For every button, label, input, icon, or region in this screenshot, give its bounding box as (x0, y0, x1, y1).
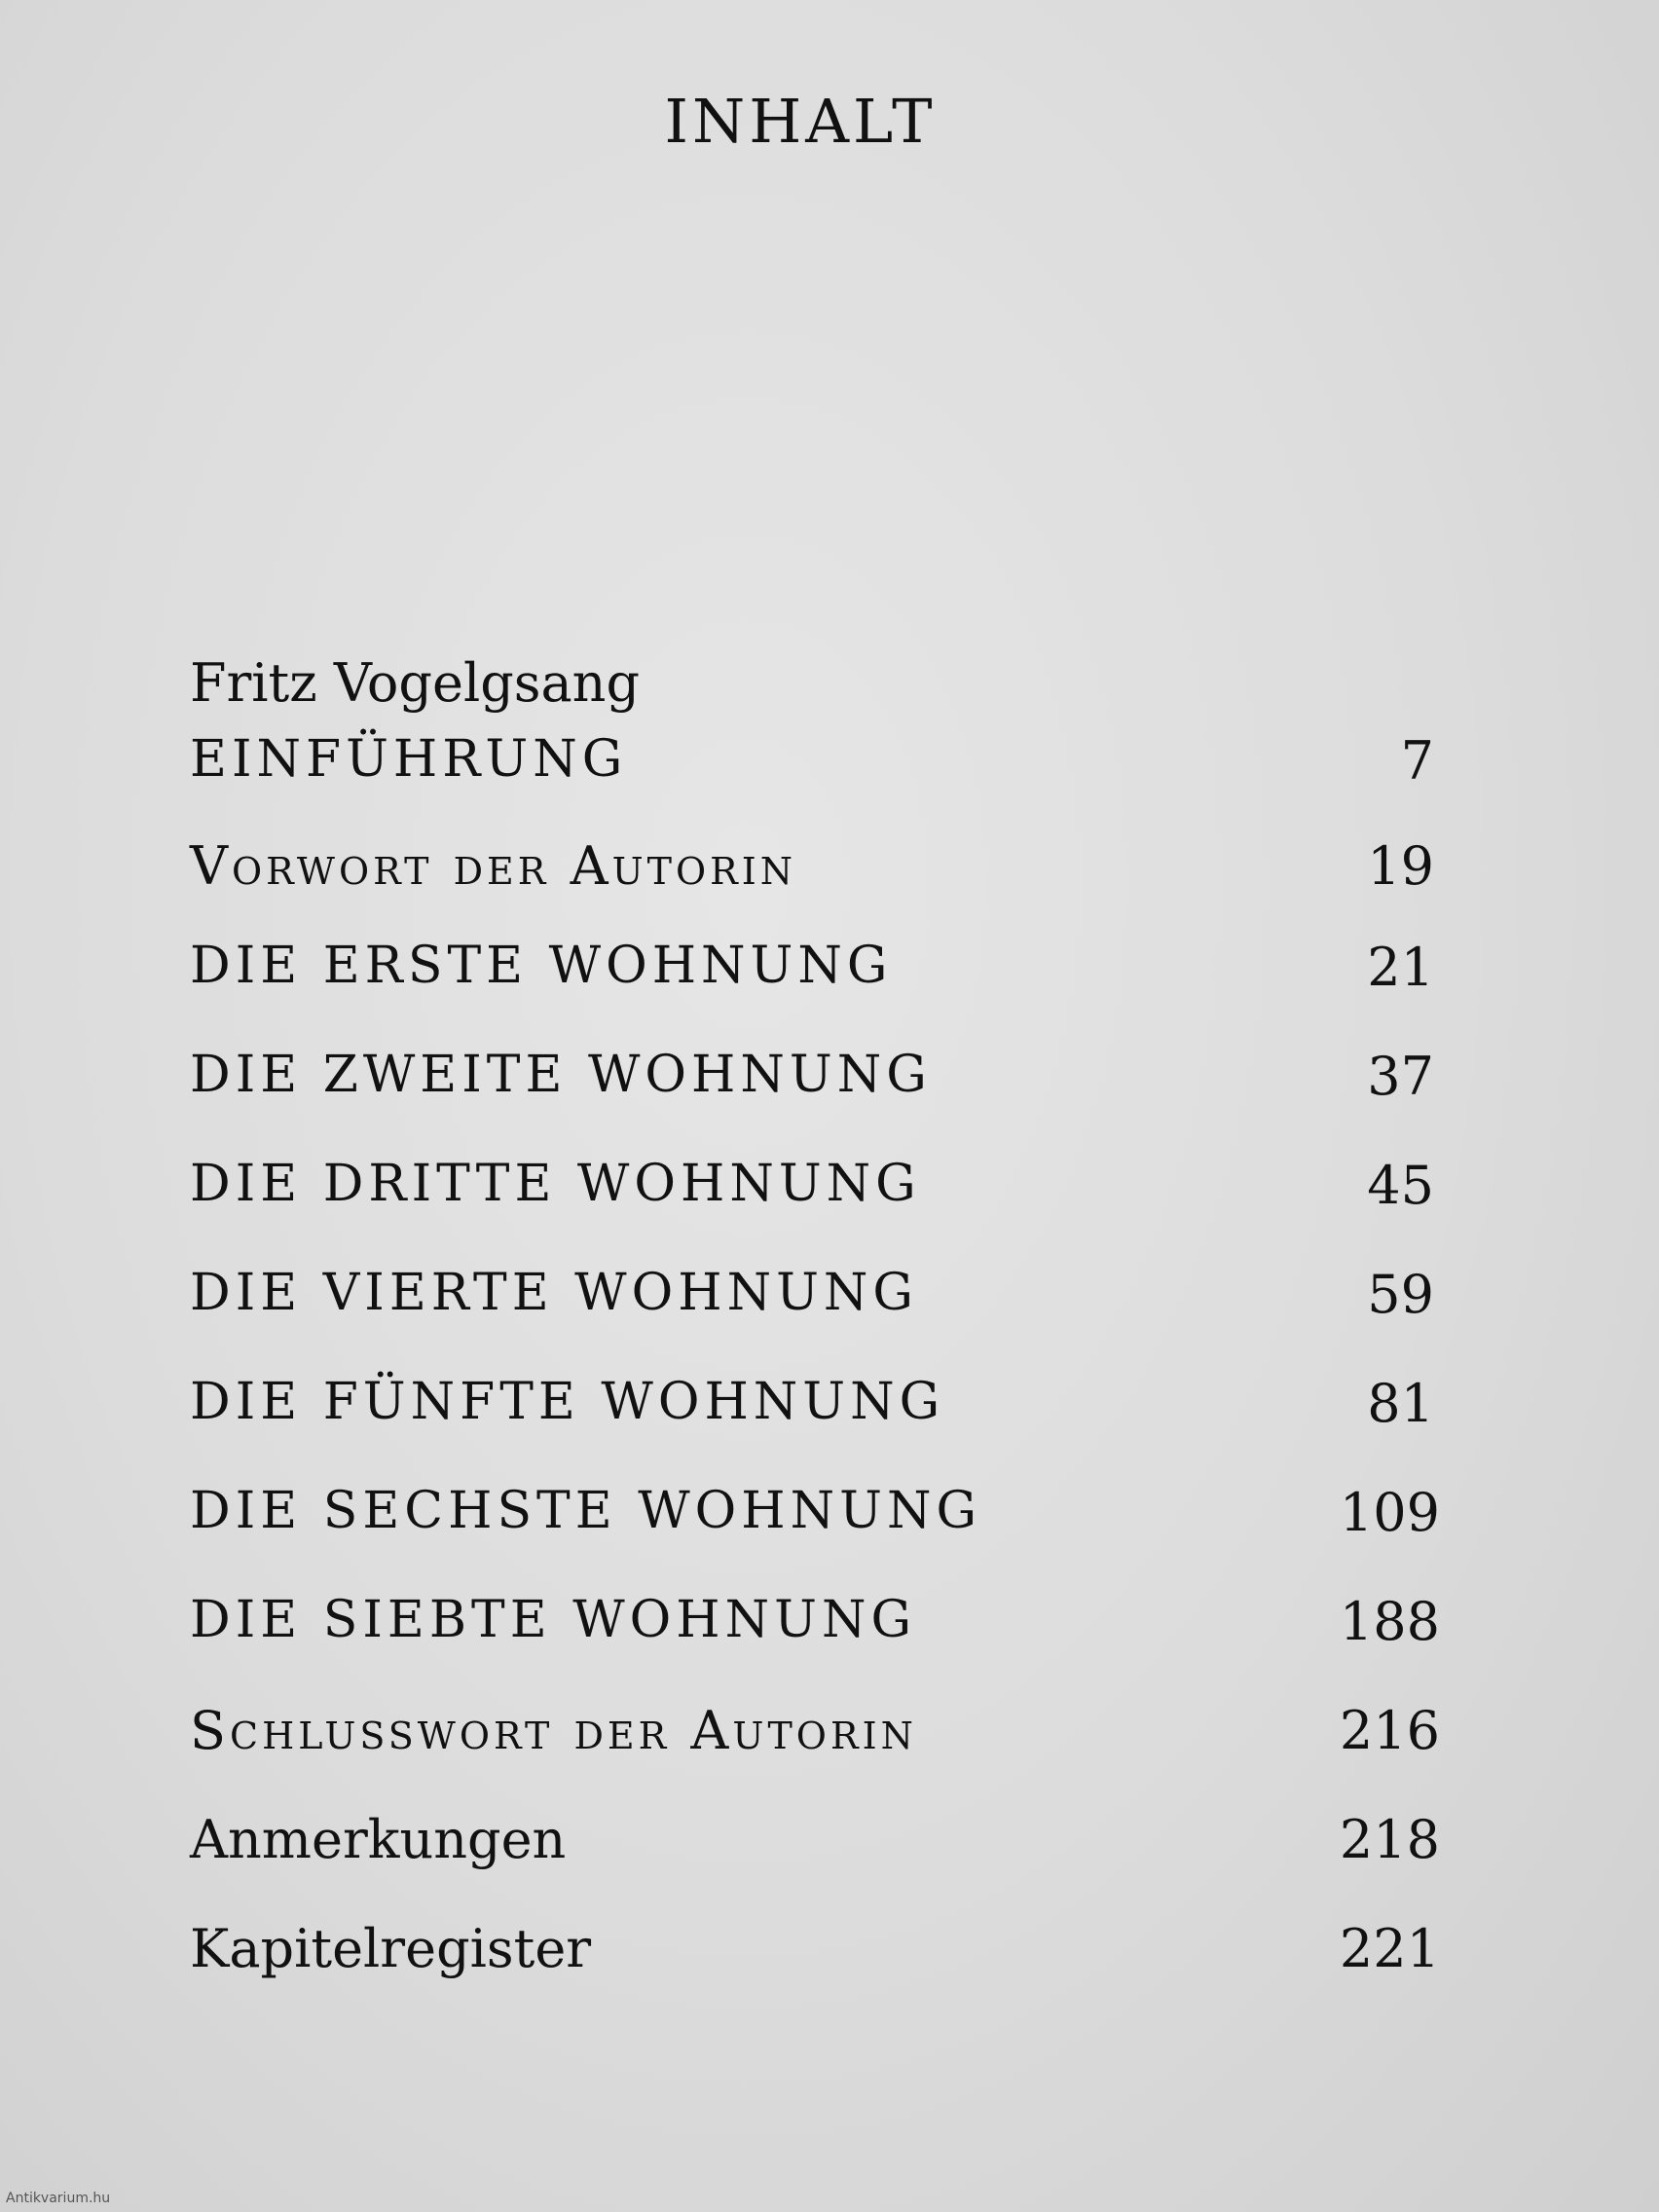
toc-entry-vierte (190, 1264, 1446, 1373)
toc-entry-label: DIE DRITTE WOHNUNG (190, 1155, 921, 1213)
toc-entry-sechste (190, 1482, 1446, 1591)
toc-entry-page: 221 (1339, 1918, 1440, 1979)
toc-entry-page: 188 (1339, 1591, 1440, 1652)
toc-entry-erste (190, 937, 1446, 1046)
toc-entry-label: Vorwort der Autorin (190, 835, 796, 897)
toc-entry-label: DIE SIEBTE WOHNUNG (190, 1591, 917, 1649)
toc-author (190, 652, 1446, 722)
toc-entry-label: DIE FÜNFTE WOHNUNG (190, 1373, 945, 1431)
toc-entry-label: Schlusswort der Autorin (190, 1700, 917, 1761)
toc-entry-label: EINFÜHRUNG (190, 730, 628, 789)
toc-entry-label: DIE ZWEITE WOHNUNG (190, 1046, 932, 1104)
toc-entry-page: 45 (1367, 1155, 1434, 1216)
toc-entry-zweite (190, 1046, 1446, 1155)
footer-watermark: Antikvarium.hu (6, 2191, 111, 2206)
toc-entry-label: Kapitelregister (190, 1918, 592, 1979)
toc-entry-page: 19 (1367, 835, 1434, 897)
toc-entry-label: Anmerkungen (190, 1809, 567, 1870)
toc-entry-page: 109 (1339, 1482, 1440, 1543)
toc-entry-page: 37 (1367, 1046, 1434, 1107)
toc-entry-schlusswort (190, 1700, 1446, 1809)
toc-entry-page: 218 (1339, 1809, 1440, 1870)
toc-entry-label: DIE VIERTE WOHNUNG (190, 1264, 918, 1322)
toc-entry-siebte (190, 1591, 1446, 1700)
toc-entry-einfuehrung (190, 722, 1446, 830)
toc-entry-page: 21 (1367, 937, 1434, 998)
table-of-contents (190, 652, 1446, 2027)
page-title: INHALT (664, 86, 937, 157)
toc-entry-page: 7 (1400, 730, 1434, 792)
toc-entry-dritte (190, 1155, 1446, 1264)
toc-entry-label: DIE ERSTE WOHNUNG (190, 937, 893, 995)
toc-entry-label: DIE SECHSTE WOHNUNG (190, 1482, 982, 1540)
toc-entry-page: 59 (1367, 1264, 1434, 1325)
toc-entry-page: 216 (1339, 1700, 1440, 1761)
toc-entry-fuenfte (190, 1373, 1446, 1482)
toc-entry-vorwort (190, 830, 1446, 937)
toc-entry-page: 81 (1367, 1373, 1434, 1434)
author-name: Fritz Vogelgsang (190, 652, 641, 714)
toc-entry-anmerkungen (190, 1809, 1446, 1918)
toc-entry-kapitelregister (190, 1918, 1446, 2027)
